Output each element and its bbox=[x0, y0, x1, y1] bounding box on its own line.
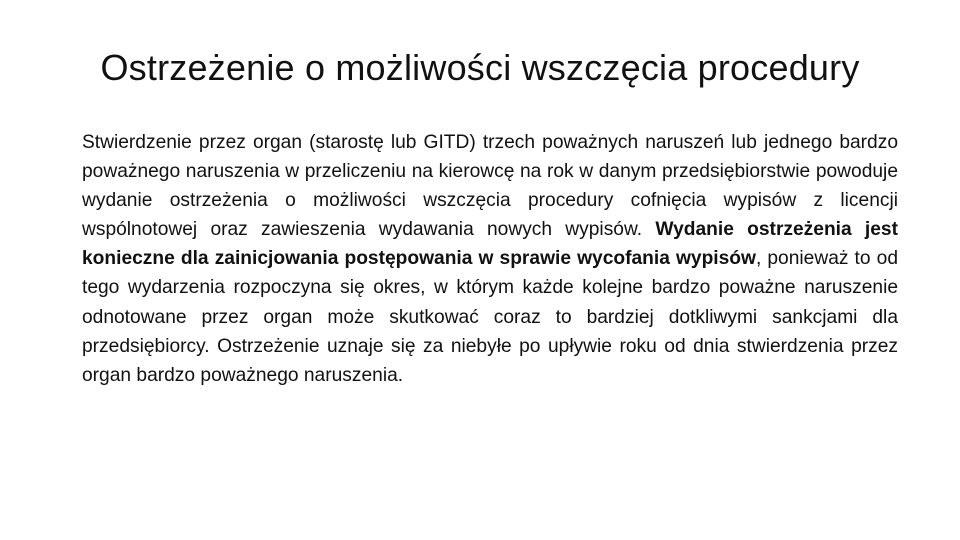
paragraph-text-continuation: , ponieważ to od tego wydarzenia rozpoczyna się okres, w którym każde kolejne bardzo poważne naruszenie odnotowane przez organ może skutkować coraz to bardziej dotkliwymi sankcjami dla przedsiębiorcy. Ostrzeżenie uznaje się za niebyłe po upływie roku od dnia stwierdzenia przez organ bardzo poważnego naruszenia. bbox=[82, 248, 899, 386]
paragraph-text-intro: Stwierdzenie przez organ (starostę lub GITD) trzech poważnych naruszeń lub jednego bardzo poważnego naruszenia w przeliczeniu na kierowcę na rok w danym przedsiębiorstwie powoduje wydanie ostrzeżenia o możliwości wszczęcia procedury cofnięcia wypisów z licencji wspólnotowej oraz zawieszenia wydawania nowych wypisów. bbox=[82, 132, 898, 241]
body-paragraph bbox=[82, 128, 898, 390]
slide-title: Ostrzeżenie o możliwości wszczęcia procedury bbox=[100, 47, 860, 88]
paragraph-bold-statement: Wydanie ostrzeżenia jest konieczne dla zainicjowania postępowania w sprawie wycofania wypisów bbox=[82, 219, 898, 270]
